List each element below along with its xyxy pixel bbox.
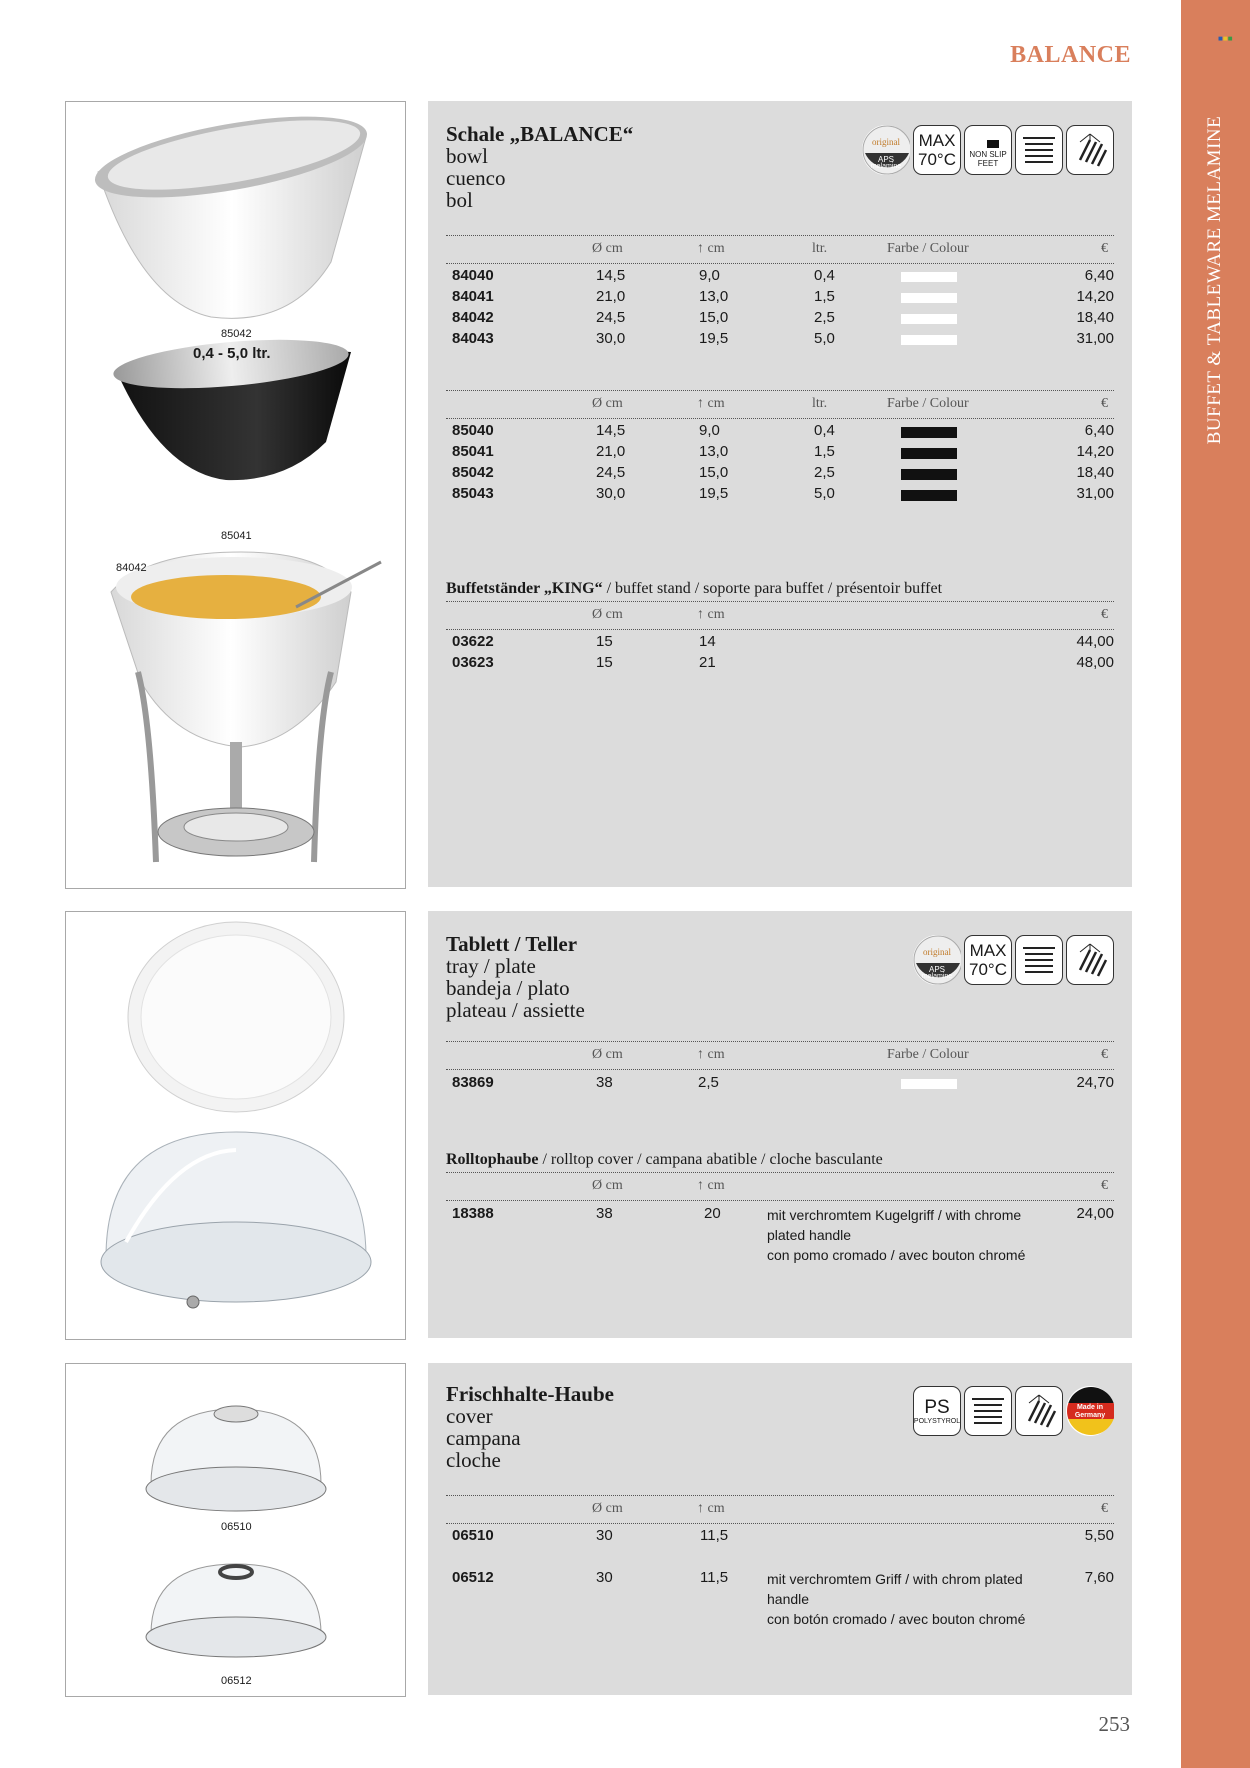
bowl-illustrations xyxy=(66,102,405,888)
tray-panel xyxy=(428,911,1132,1338)
black-swatch xyxy=(901,490,957,501)
cover-icons xyxy=(913,1386,1114,1436)
non-slip-feet-icon: NON SLIP FEET xyxy=(964,125,1012,175)
divider xyxy=(446,629,1114,630)
max-70c-icon: MAX 70°C xyxy=(913,125,961,175)
stand-heading: Buffetständer „KING“ / buffet stand / soporte para buffet / présentoir buffet xyxy=(446,580,943,597)
white-swatch xyxy=(901,272,957,282)
table-row xyxy=(446,654,1114,676)
cell-art: 85043 xyxy=(452,485,494,502)
original-aps-melamine-icon: original APS melamine xyxy=(913,935,961,985)
table-row: 83869 38 2,5 24,70 xyxy=(452,1074,1114,1091)
cell-d: 30,0 xyxy=(596,485,626,502)
cell-h: 15,0 xyxy=(699,464,729,481)
cell-price: 14,20 xyxy=(1076,288,1114,305)
cell-l: 1,5 xyxy=(814,288,835,305)
cover-title: Frischhalte-Haube xyxy=(446,1382,614,1406)
cell-h: 13,0 xyxy=(699,443,729,460)
rolltop-table-header: Ø cm ↑ cm € xyxy=(592,1178,1108,1193)
caption-06510: 06510 xyxy=(221,1521,252,1533)
tray-icons xyxy=(913,935,1114,985)
stackable-icon xyxy=(964,1386,1012,1436)
cell-art: 03623 xyxy=(452,654,494,671)
black-table-header: Ø cm ↑ cm ltr. Farbe / Colour € xyxy=(592,396,1108,411)
polystyrol-icon: PS POLYSTYROL xyxy=(913,1386,961,1436)
bowl-title: Schale „BALANCE“ xyxy=(446,122,634,146)
cell-l: 5,0 xyxy=(814,485,835,502)
side-label: BUFFET & TABLEWARE MELAMINE xyxy=(1204,115,1226,445)
white-swatch xyxy=(901,293,957,303)
table-row: 18388 38 20 24,00 xyxy=(452,1205,1114,1222)
bowl-sub-fr: bol xyxy=(446,188,473,212)
cell-art: 85041 xyxy=(452,443,494,460)
cell-price: 18,40 xyxy=(1076,464,1114,481)
cell-d: 24,5 xyxy=(596,309,626,326)
divider xyxy=(446,1172,1114,1173)
tray-image-box xyxy=(65,911,406,1340)
cell-d: 24,5 xyxy=(596,464,626,481)
bowl-sub-es: cuenco xyxy=(446,166,506,190)
tray-illustrations xyxy=(66,912,405,1339)
rolltop-heading: Rolltophaube / rolltop cover / campana abatible / cloche basculante xyxy=(446,1151,883,1168)
cell-price: 48,00 xyxy=(1076,654,1114,671)
table-row xyxy=(446,422,1114,444)
white-swatch xyxy=(901,335,957,345)
divider xyxy=(446,1200,1114,1201)
rolltop-description: mit verchromtem Kugelgriff / with chrome plated handle con pomo cromado / avec bouton chromé xyxy=(767,1207,1026,1263)
cell-d: 15 xyxy=(596,654,613,671)
dishwasher-icon xyxy=(1066,125,1114,175)
cell-h: 19,5 xyxy=(699,330,729,347)
bowl-sub-en: bowl xyxy=(446,144,488,168)
tray-table-header: Ø cm ↑ cm Farbe / Colour € xyxy=(592,1047,1108,1062)
divider xyxy=(446,601,1114,602)
divider xyxy=(446,263,1114,264)
cell-art: 85040 xyxy=(452,422,494,439)
cell-d: 30,0 xyxy=(596,330,626,347)
cell-h: 9,0 xyxy=(699,422,720,439)
cell-h: 9,0 xyxy=(699,267,720,284)
bowl-image-box xyxy=(65,101,406,889)
caption-mid-code: 85041 xyxy=(221,530,252,542)
cell-h: 14 xyxy=(699,633,716,650)
divider xyxy=(446,235,1114,236)
cover-table-header: Ø cm ↑ cm € xyxy=(592,1501,1108,1516)
cell-h: 19,5 xyxy=(699,485,729,502)
tray-title-block: Tablett / Teller tray / plate bandeja / plato plateau / assiette xyxy=(446,932,585,1022)
cell-d: 14,5 xyxy=(596,267,626,284)
black-swatch xyxy=(901,448,957,459)
cell-d: 21,0 xyxy=(596,443,626,460)
cell-l: 2,5 xyxy=(814,309,835,326)
cover-image-box xyxy=(65,1363,406,1697)
stackable-icon xyxy=(1015,125,1063,175)
divider xyxy=(446,1495,1114,1496)
cell-art: 84041 xyxy=(452,288,494,305)
cell-art: 85042 xyxy=(452,464,494,481)
caption-bottom-code: 84042 xyxy=(116,562,147,574)
cell-price: 18,40 xyxy=(1076,309,1114,326)
table-row: 06510 30 11,5 5,50 xyxy=(452,1527,1114,1544)
cell-d: 21,0 xyxy=(596,288,626,305)
cell-h: 13,0 xyxy=(699,288,729,305)
cell-price: 6,40 xyxy=(1084,422,1114,439)
made-in-germany-icon: Made in Germany xyxy=(1066,1386,1114,1436)
cover-panel xyxy=(428,1363,1132,1695)
cell-price: 14,20 xyxy=(1076,443,1114,460)
white-table-header: Ø cm ↑ cm ltr. Farbe / Colour € xyxy=(592,241,1108,256)
stackable-icon xyxy=(1015,935,1063,985)
table-row xyxy=(446,633,1114,655)
white-swatch xyxy=(901,1079,957,1089)
original-aps-melamine-icon: original APS melamine xyxy=(862,125,910,175)
table-row xyxy=(446,288,1114,310)
color-dots: ■■■ xyxy=(1218,34,1233,43)
cell-l: 2,5 xyxy=(814,464,835,481)
black-swatch xyxy=(901,427,957,438)
cell-l: 1,5 xyxy=(814,443,835,460)
cell-l: 0,4 xyxy=(814,267,835,284)
cell-d: 14,5 xyxy=(596,422,626,439)
stand-table-header: Ø cm ↑ cm € xyxy=(592,607,1108,622)
bowl-icons xyxy=(862,125,1114,175)
cell-l: 5,0 xyxy=(814,330,835,347)
cell-art: 84043 xyxy=(452,330,494,347)
white-swatch xyxy=(901,314,957,324)
table-row xyxy=(446,267,1114,289)
tray-title: Tablett / Teller xyxy=(446,932,578,956)
dishwasher-icon xyxy=(1015,1386,1063,1436)
bowl-title-block xyxy=(446,123,633,211)
cover-description: mit verchromtem Griff / with chrom plated handle con botón cromado / avec bouton chromé xyxy=(767,1571,1026,1627)
divider xyxy=(446,1523,1114,1524)
divider xyxy=(446,1041,1114,1042)
caption-06512: 06512 xyxy=(221,1675,252,1687)
cell-art: 84042 xyxy=(452,309,494,326)
cell-price: 44,00 xyxy=(1076,633,1114,650)
cell-price: 31,00 xyxy=(1076,330,1114,347)
cell-art: 84040 xyxy=(452,267,494,284)
page-number: 253 xyxy=(1098,1712,1130,1736)
cell-art: 03622 xyxy=(452,633,494,650)
divider xyxy=(446,390,1114,391)
cover-title-block: Frischhalte-Haube cover campana cloche xyxy=(446,1382,614,1472)
caption-volume: 0,4 - 5,0 ltr. xyxy=(193,345,271,362)
cell-h: 21 xyxy=(699,654,716,671)
black-swatch xyxy=(901,469,957,480)
table-row xyxy=(446,309,1114,331)
cell-price: 6,40 xyxy=(1084,267,1114,284)
cell-h: 15,0 xyxy=(699,309,729,326)
cell-price: 31,00 xyxy=(1076,485,1114,502)
cell-l: 0,4 xyxy=(814,422,835,439)
table-row xyxy=(446,330,1114,352)
table-row xyxy=(446,443,1114,465)
table-row xyxy=(446,485,1114,507)
brand-title: BALANCE xyxy=(1010,42,1131,68)
cell-d: 15 xyxy=(596,633,613,650)
bowl-panel xyxy=(428,101,1132,887)
table-row: 06512 30 11,5 7,60 xyxy=(452,1569,1114,1586)
caption-top-code: 85042 xyxy=(221,328,252,340)
divider xyxy=(446,418,1114,419)
divider xyxy=(446,1069,1114,1070)
dishwasher-icon xyxy=(1066,935,1114,985)
table-row xyxy=(446,464,1114,486)
max-70c-icon: MAX 70°C xyxy=(964,935,1012,985)
